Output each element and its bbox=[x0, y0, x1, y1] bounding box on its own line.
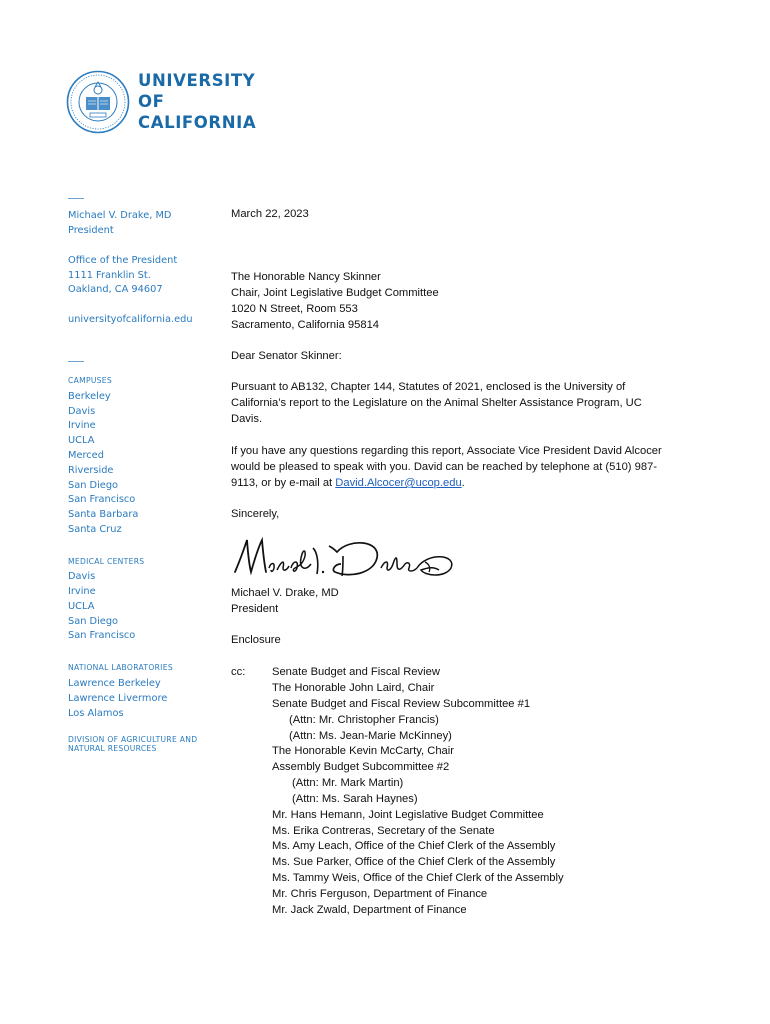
campus-item: Riverside bbox=[68, 465, 114, 476]
sidebar-city: Oakland, CA 94607 bbox=[68, 284, 163, 295]
division-heading: DIVISION OF AGRICULTURE AND bbox=[68, 735, 198, 744]
uc-wordmark bbox=[138, 70, 256, 133]
division-heading-2: NATURAL RESOURCES bbox=[68, 744, 157, 753]
paragraph-2-text: 9113, or by e-mail at bbox=[231, 477, 336, 489]
cc-item: Assembly Budget Subcommittee #2 bbox=[272, 761, 450, 773]
signer-name: Michael V. Drake, MD bbox=[231, 587, 339, 599]
sidebar-title: President bbox=[68, 225, 114, 236]
sidebar-divider bbox=[68, 361, 84, 362]
sidebar-office: Office of the President bbox=[68, 255, 178, 266]
cc-item: Ms. Erika Contreras, Secretary of the Senate bbox=[272, 825, 495, 837]
letter-date: March 22, 2023 bbox=[231, 208, 309, 220]
paragraph-2-line: If you have any questions regarding this report, Associate Vice President David Alcocer bbox=[231, 445, 662, 457]
cc-item: (Attn: Ms. Sarah Haynes) bbox=[292, 793, 418, 805]
sidebar-divider bbox=[68, 198, 84, 199]
recipient-line: Sacramento, California 95814 bbox=[231, 319, 380, 331]
campus-item: Santa Barbara bbox=[68, 509, 139, 520]
email-link[interactable]: David.Alcocer@ucop.edu bbox=[335, 477, 462, 489]
national-labs-heading: NATIONAL LABORATORIES bbox=[68, 663, 173, 672]
cc-item: (Attn: Mr. Christopher Francis) bbox=[289, 714, 439, 726]
campus-item: Merced bbox=[68, 450, 104, 461]
recipient-line: 1020 N Street, Room 553 bbox=[231, 303, 358, 315]
sidebar-name: Michael V. Drake, MD bbox=[68, 210, 172, 221]
signer-title: President bbox=[231, 603, 279, 615]
paragraph-1-line: Davis. bbox=[231, 413, 263, 425]
paragraph-2-line: would be pleased to speak with you. David can be reached by telephone at (510) 987- bbox=[231, 461, 658, 473]
national-lab-item: Los Alamos bbox=[68, 708, 124, 719]
campus-item: San Francisco bbox=[68, 494, 136, 505]
salutation: Dear Senator Skinner: bbox=[231, 350, 342, 362]
campus-item: San Diego bbox=[68, 480, 119, 491]
wordmark-line-3: CALIFORNIA bbox=[138, 113, 257, 132]
campuses-heading: CAMPUSES bbox=[68, 376, 113, 385]
cc-label: cc: bbox=[231, 666, 246, 678]
sidebar-website: universityofcalifornia.edu bbox=[68, 314, 193, 325]
paragraph-1-line: Pursuant to AB132, Chapter 144, Statutes of 2021, enclosed is the University of bbox=[231, 381, 626, 393]
cc-item: Senate Budget and Fiscal Review Subcommittee #1 bbox=[272, 698, 531, 710]
campus-item: UCLA bbox=[68, 435, 95, 446]
cc-item: Mr. Hans Hemann, Joint Legislative Budget Committee bbox=[272, 809, 544, 821]
cc-item: Mr. Jack Zwald, Department of Finance bbox=[272, 904, 467, 916]
wordmark-line-2: OF bbox=[138, 92, 165, 111]
sidebar-street: 1111 Franklin St. bbox=[68, 270, 151, 281]
campus-item: Irvine bbox=[68, 420, 96, 431]
national-lab-item: Lawrence Livermore bbox=[68, 693, 168, 704]
enclosure-note: Enclosure bbox=[231, 634, 281, 646]
national-lab-item: Lawrence Berkeley bbox=[68, 678, 161, 689]
medical-center-item: Davis bbox=[68, 571, 96, 582]
campus-item: Berkeley bbox=[68, 391, 111, 402]
paragraph-1-line: California’s report to the Legislature on the Animal Shelter Assistance Program, UC bbox=[231, 397, 642, 409]
cc-item: Senate Budget and Fiscal Review bbox=[272, 666, 440, 678]
medical-centers-heading: MEDICAL CENTERS bbox=[68, 557, 145, 566]
medical-center-item: San Francisco bbox=[68, 630, 136, 641]
cc-item: Mr. Chris Ferguson, Department of Finance bbox=[272, 888, 488, 900]
closing: Sincerely, bbox=[231, 508, 280, 520]
cc-item: Ms. Amy Leach, Office of the Chief Clerk of the Assembly bbox=[272, 840, 556, 852]
signature bbox=[231, 528, 461, 588]
cc-item: Ms. Tammy Weis, Office of the Chief Clerk of the Assembly bbox=[272, 872, 564, 884]
medical-center-item: Irvine bbox=[68, 586, 96, 597]
recipient-line: The Honorable Nancy Skinner bbox=[231, 271, 381, 283]
paragraph-2-line bbox=[231, 475, 465, 491]
cc-item: The Honorable John Laird, Chair bbox=[272, 682, 435, 694]
wordmark-line-1: UNIVERSITY bbox=[138, 71, 256, 90]
paragraph-2-period: . bbox=[461, 477, 465, 489]
medical-center-item: UCLA bbox=[68, 601, 95, 612]
cc-item: Ms. Sue Parker, Office of the Chief Clerk of the Assembly bbox=[272, 856, 556, 868]
recipient-line: Chair, Joint Legislative Budget Committee bbox=[231, 287, 439, 299]
medical-center-item: San Diego bbox=[68, 616, 119, 627]
cc-item: (Attn: Mr. Mark Martin) bbox=[292, 777, 404, 789]
campus-item: Santa Cruz bbox=[68, 524, 122, 535]
uc-seal-icon bbox=[66, 70, 130, 134]
campus-item: Davis bbox=[68, 406, 96, 417]
cc-item: The Honorable Kevin McCarty, Chair bbox=[272, 745, 454, 757]
cc-item: (Attn: Ms. Jean-Marie McKinney) bbox=[289, 730, 452, 742]
